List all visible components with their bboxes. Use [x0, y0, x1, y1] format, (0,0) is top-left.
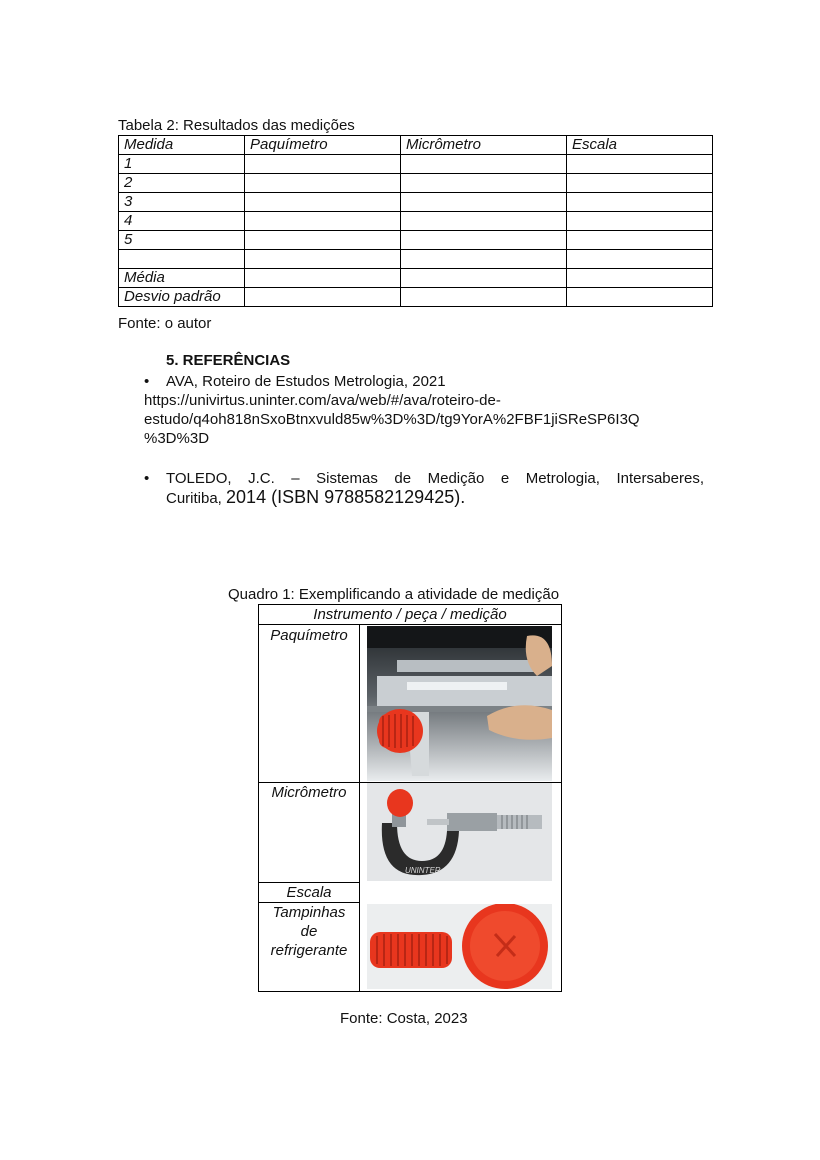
header-medida: Medida: [119, 136, 245, 155]
row-label: 2: [119, 174, 245, 193]
row-label: 5: [119, 231, 245, 250]
table-row: [119, 174, 713, 193]
header-paquimetro: Paquímetro: [245, 136, 401, 155]
quadro1-caption: Quadro 1: Exemplificando a atividade de medição: [228, 586, 560, 603]
reference-url-line: https://univirtus.uninter.com/ava/web/#/ava/roteiro-de-: [144, 392, 501, 409]
header-micrometro: Micrômetro: [401, 136, 567, 155]
label-escala: Escala: [286, 884, 332, 901]
table-header-row: [119, 136, 713, 155]
micrometer-photo: [367, 783, 552, 881]
label-micrometro: Micrômetro: [271, 784, 347, 801]
row-label: Desvio padrão: [119, 288, 245, 307]
quadro1-box: [258, 604, 562, 992]
reference-text: TOLEDO, J.C. – Sistemas de Medição e Metrologia, Intersaberes,: [166, 470, 704, 487]
table2-source: Fonte: o autor: [118, 315, 212, 332]
caps-photo: [367, 904, 552, 989]
results-table: [118, 135, 713, 307]
header-escala: Escala: [567, 136, 713, 155]
quadro1-header: Instrumento / peça / medição: [259, 605, 561, 625]
caliper-photo: [367, 626, 552, 781]
row-label: 4: [119, 212, 245, 231]
row-label: [119, 250, 245, 269]
table-row: [119, 212, 713, 231]
bullet-icon: •: [144, 373, 150, 390]
reference-year-isbn: 2014 (ISBN 9788582129425).: [226, 487, 466, 507]
table-row: [119, 193, 713, 212]
quadro-divider: [359, 625, 360, 991]
reference-item: [144, 469, 704, 508]
reference-text: AVA, Roteiro de Estudos Metrologia, 2021: [166, 373, 446, 390]
row-label: 3: [119, 193, 245, 212]
references-title: 5. REFERÊNCIAS: [166, 352, 291, 369]
table-row: [119, 155, 713, 174]
label-tampinhas: Tampinhas de refrigerante: [270, 904, 348, 959]
reference-city: Curitiba,: [166, 490, 222, 507]
quadro1-source: Fonte: Costa, 2023: [340, 1010, 468, 1027]
micrometer-brand: UNINTER: [405, 866, 441, 875]
reference-item: [144, 372, 714, 448]
reference-url-line: %3D%3D: [144, 430, 210, 447]
bullet-icon: •: [144, 470, 150, 487]
reference-url-line: estudo/q4oh818nSxoBtnxvuld85w%3D%3D/tg9YorA%2FBF1jiSReSP6I3Q: [144, 411, 640, 428]
table-row: [119, 231, 713, 250]
table-row: [119, 269, 713, 288]
row-label: Média: [119, 269, 245, 288]
table-row: [119, 288, 713, 307]
row-label: 1: [119, 155, 245, 174]
table-row: [119, 250, 713, 269]
label-paquimetro: Paquímetro: [270, 627, 348, 644]
table2-caption: Tabela 2: Resultados das medições: [118, 117, 355, 134]
